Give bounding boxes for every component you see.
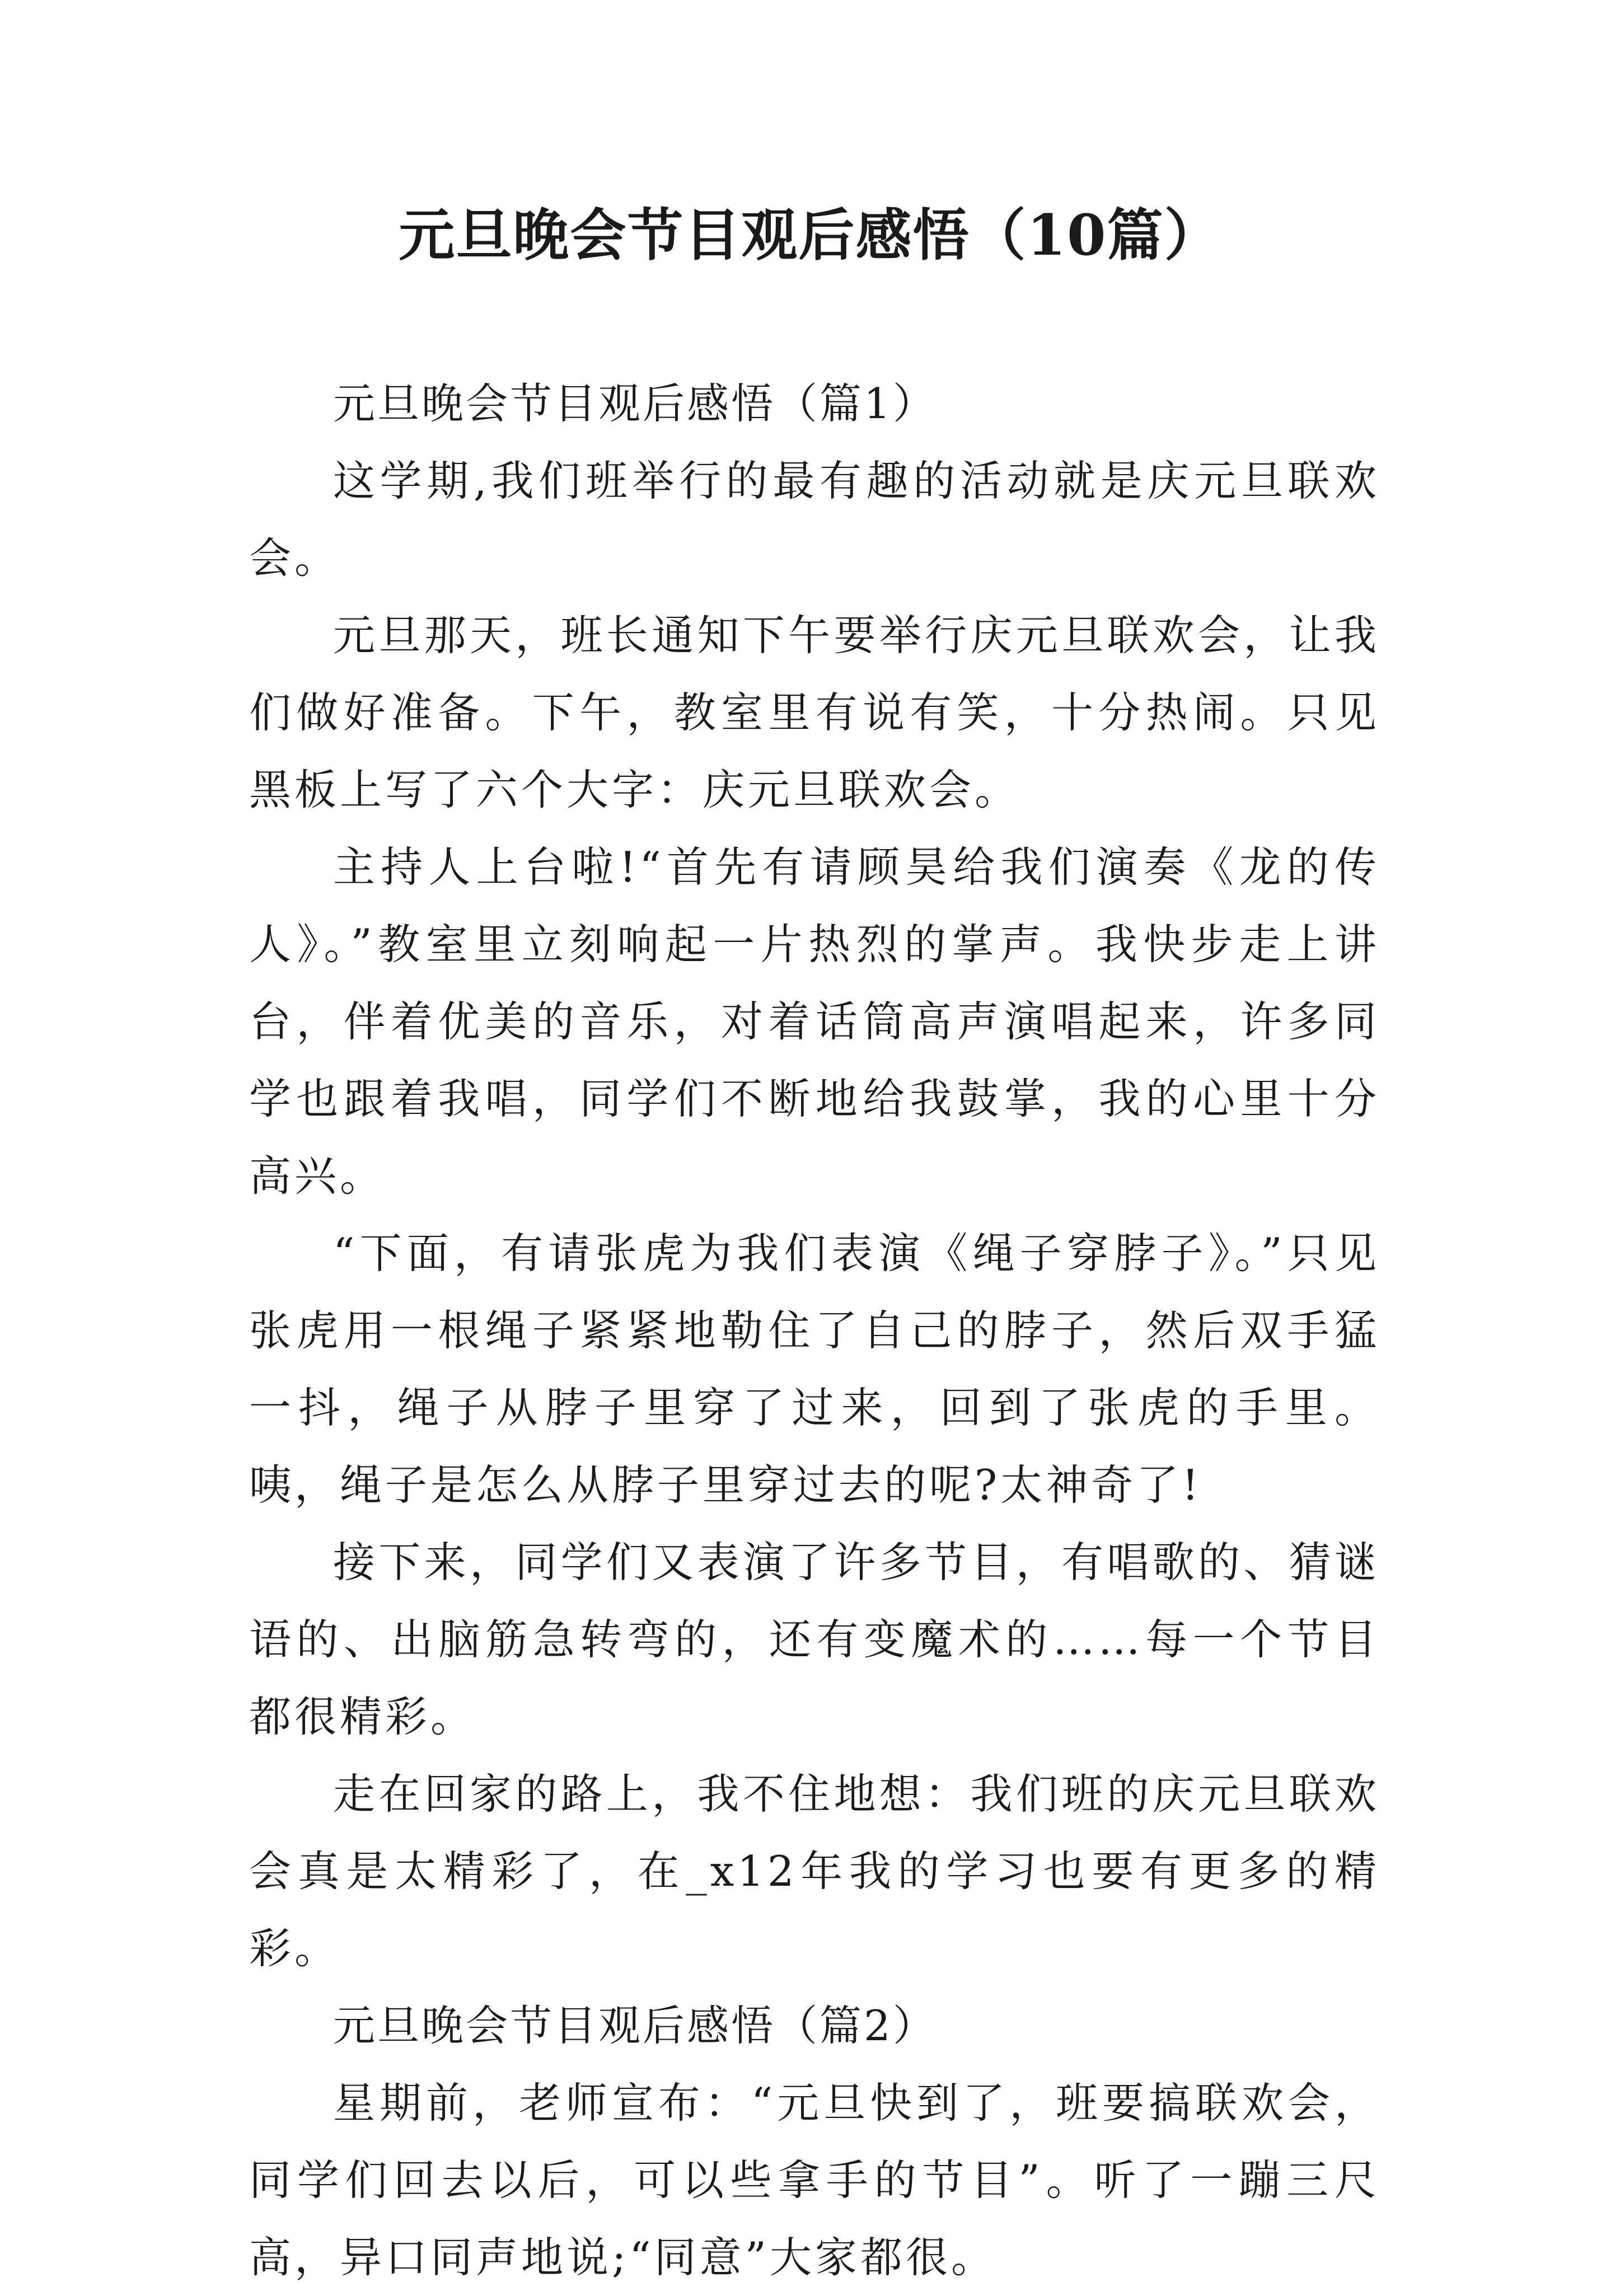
paragraph: 接下来，同学们又表演了许多节目，有唱歌的、猜谜语的、出脑筋急转弯的，还有变魔术的……每一个节目都很精彩。 [249,1538,1380,1741]
section-heading-2: 元旦晚会节目观后感悟（篇2） [333,2001,937,2050]
document-title: 元旦晚会节目观后感悟（10篇） [399,202,1221,268]
paragraph: “下面，有请张虎为我们表演《绳子穿脖子》。”只见张虎用一根绳子紧紧地勒住了自己的脖子，然后双手猛一抖，绳子从脖子里穿了过来，回到了张虎的手里。咦，绳子是怎么从脖子里穿过去的呢?太神奇了! [249,1229,1380,1510]
paragraph: 主持人上台啦!“首先有请顾昊给我们演奏《龙的传人》。”教室里立刻响起一片热烈的掌声。我快步走上讲台，伴着优美的音乐，对着话筒高声演唱起来，许多同学也跟着我唱，同学们不断地给我鼓掌，我的心里十分高兴。 [249,842,1380,1201]
paragraph: 元旦那天，班长通知下午要举行庆元旦联欢会，让我们做好准备。下午，教室里有说有笑，十分热闹。只见黑板上写了六个大字：庆元旦联欢会。 [249,611,1380,814]
paragraph: 这学期,我们班举行的最有趣的活动就是庆元旦联欢会。 [249,456,1380,583]
paragraph: 走在回家的路上，我不住地想：我们班的庆元旦联欢会真是太精彩了，在_x12年我的学习也要有更多的精彩。 [249,1769,1380,1973]
document-body [249,365,1380,2296]
paragraph: 星期前，老师宣布：“元旦快到了，班要搞联欢会，同学们回去以后，可以些拿手的节目”。听了一蹦三尺高，异口同声地说;“同意”大家都很。 [249,2078,1380,2282]
section-heading-1: 元旦晚会节目观后感悟（篇1） [333,379,937,428]
